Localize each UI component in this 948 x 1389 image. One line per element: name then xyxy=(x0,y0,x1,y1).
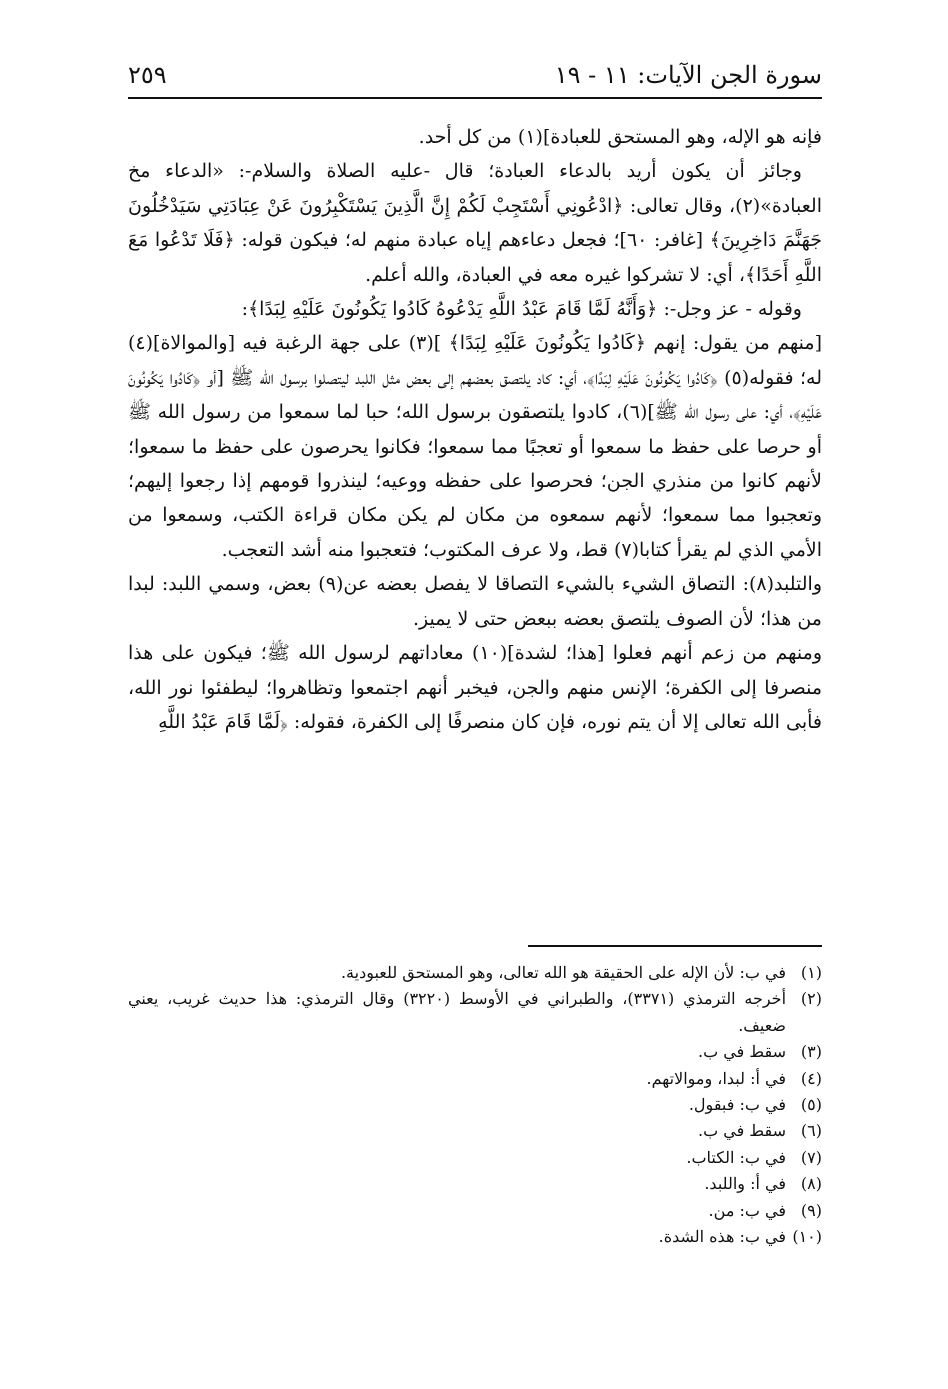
paragraph: فإنه هو الإله، وهو المستحق للعبادة](١) من كل أحد. xyxy=(418,126,822,148)
page-number: ٢٥٩ xyxy=(128,61,167,89)
footnote-number: (٥) xyxy=(800,1095,822,1115)
surah-title: سورة الجن الآيات: ١١ - ١٩ xyxy=(554,61,822,89)
footnote-text: في أ: لبدا، وموالاتهم. xyxy=(646,1068,786,1088)
footnote-number: (٧) xyxy=(800,1147,822,1167)
footnote-number: (٣) xyxy=(800,1042,822,1062)
footnote xyxy=(128,1039,822,1065)
footnote-number: (٢) xyxy=(800,989,822,1009)
footnote xyxy=(128,1224,822,1250)
footnote-text: في ب: من. xyxy=(708,1200,786,1220)
footnotes xyxy=(128,960,822,1250)
running-header xyxy=(128,58,822,94)
paragraph: ومنهم من زعم أنهم فعلوا [هذا؛ لشدة](١٠) معاداتهم لرسول الله ﷺ؛ فيكون على هذا منصرفا إلى الكفرة؛ الإنس منهم والجن، فيخبر أنهم اجتمعوا وتظاهروا؛ ليطفئوا نور الله، فأبى الله تعالى إلا أن يتم نوره، فإن كان منصرفًا إلى الكفرة، فقوله: ﴿لَمَّا قَامَ عَبْدُ اللَّهِ xyxy=(128,642,822,733)
footnote-number: (١٠) xyxy=(792,1227,822,1247)
footnote xyxy=(128,1066,822,1092)
footnote-number: (١) xyxy=(800,963,822,982)
footnote-text: في ب: الكتاب. xyxy=(686,1147,786,1167)
footnote-number: (٦) xyxy=(800,1121,822,1141)
footnote-number: (٤) xyxy=(800,1068,822,1088)
footnote xyxy=(128,1092,822,1118)
footnote xyxy=(128,1171,822,1197)
footnote xyxy=(128,986,822,1039)
footnote-text: أخرجه الترمذي (٣٣٧١)، والطبراني في الأوسط (٣٢٢٠) وقال الترمذي: هذا حديث غريب، يعني ضعيف. xyxy=(128,989,787,1035)
footnote-divider xyxy=(528,945,822,947)
footnote xyxy=(128,1118,822,1144)
header-divider xyxy=(128,97,822,99)
paragraph: وجائز أن يكون أريد بالدعاء العبادة؛ قال -عليه الصلاة والسلام-: «الدعاء مخ العبادة»(٢)، وقال تعالى: ﴿ادْعُونِي أَسْتَجِبْ لَكُمْ إِنَّ الَّذِينَ يَسْتَكْبِرُونَ عَنْ عِبَادَتِي سَيَدْخُلُونَ جَهَنَّمَ دَاخِرِينَ﴾ [غافر: ٦٠]؛ فجعل دعاءهم إياه عبادة منهم له؛ فيكون قوله: ﴿فَلَا تَدْعُوا مَعَ اللَّهِ أَحَدًا﴾، أي: لا تشركوا غيره معه في العبادة، والله أعلم. xyxy=(128,160,822,286)
paragraph: [منهم من يقول: إنهم ﴿كَادُوا يَكُونُونَ عَلَيْهِ لِبَدًا﴾ ](٣) على جهة الرغبة فيه [والموالاة](٤) له؛ فقوله(٥) ﴿كَادُوا يَكُونُونَ عَلَيْهِ لِبَدًا﴾، أي: كاد يلتصق بعضهم إلى بعض مثل اللبد ليتصلوا برسول الله ﷺ [أو ﴿كَادُوا يَكُونُونَ عَلَيْهِ﴾، أي: على رسول الله ﷺ](٦)، كادوا يلتصقون برسول الله؛ حبا لما سمعوا من رسول الله ﷺ أو حرصا على حفظ ما سمعوا أو تعجبًا مما سمعوا؛ فكانوا يحرصون على حفظ ما سمعوا؛ لأنهم كانوا من منذري الجن؛ فحرصوا على حفظه ووعيه؛ لينذروا قومهم إذا رجعوا إليهم؛ وتعجبوا مما سمعوا؛ لأنهم سمعوه من مكان لم يكن مكان قراءة الكتب، وسمعوا من الأمي الذي لم يقرأ كتابا(٧) قط، ولا عرف المكتوب؛ فتعجبوا منه أشد التعجب. xyxy=(128,332,823,561)
footnote-text: في أ: واللبد. xyxy=(704,1174,786,1194)
paragraph: والتلبد(٨): التصاق الشيء بالشيء التصاقا لا يفصل بعضه عن(٩) بعض، وسمي اللبد: لبدا من هذا؛ لأن الصوف يلتصق بعضه ببعض حتى لا يميز. xyxy=(128,573,823,630)
footnote-number: (٩) xyxy=(800,1200,822,1220)
main-text xyxy=(128,120,822,739)
footnote-text: سقط في ب. xyxy=(698,1121,786,1141)
footnote-text: في ب: هذه الشدة. xyxy=(658,1227,786,1247)
footnote-text: في ب: فبقول. xyxy=(688,1095,786,1115)
footnote xyxy=(128,1198,822,1224)
footnote xyxy=(128,1145,822,1171)
footnote xyxy=(128,960,822,986)
footnote-text: سقط في ب. xyxy=(698,1042,786,1062)
footnote-text: في ب: لأن الإله على الحقيقة هو الله تعالى، وهو المستحق للعبودية. xyxy=(340,963,786,982)
footnote-number: (٨) xyxy=(800,1174,822,1194)
paragraph: وقوله - عز وجل-: ﴿وَأَنَّهُ لَمَّا قَامَ عَبْدُ اللَّهِ يَدْعُوهُ كَادُوا يَكُونُونَ عَلَيْهِ لِبَدًا﴾: xyxy=(241,298,802,321)
